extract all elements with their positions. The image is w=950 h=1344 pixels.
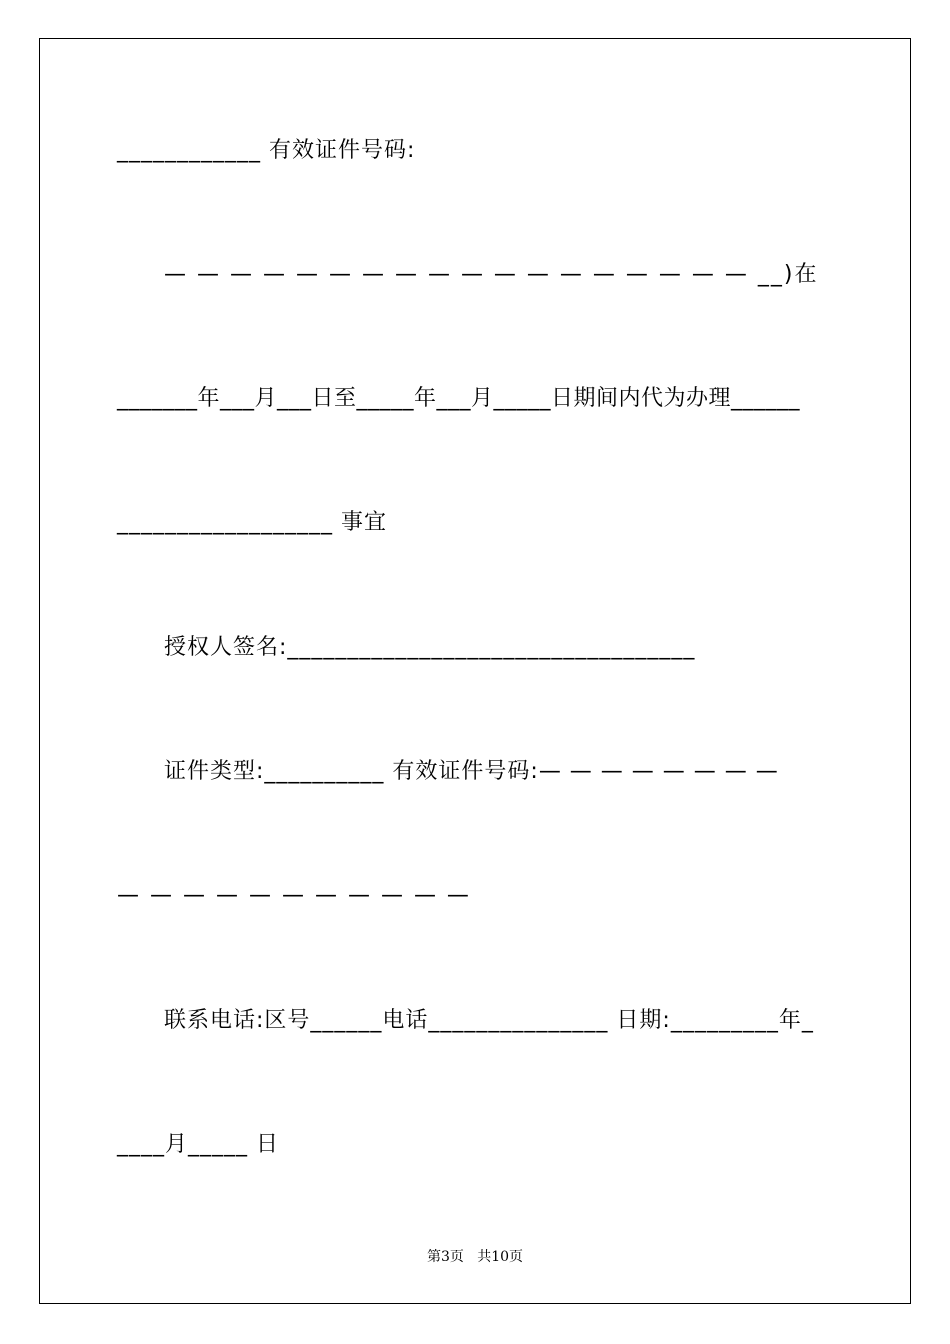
date-range-line: _______年___月___日至_____年___月_____日期间内代为办理______ (117, 386, 801, 411)
page-number-footer: 第3页 共10页 (426, 1249, 524, 1265)
contact-phone-line: 联系电话:区号______电话_______________ 日期:_________年_ (164, 1008, 814, 1033)
certificate-number-blanks-line: — — — — — — — — — — — (117, 883, 471, 908)
authorizer-signature-line: 授权人签名:__________________________________ (164, 635, 696, 660)
page-border (39, 38, 911, 1304)
id-number-blanks-line: — — — — — — — — — — — — — — — — — — __)在 (164, 262, 819, 287)
date-end-line: ____月_____ 日 (117, 1132, 279, 1157)
matter-line: __________________ 事宜 (117, 510, 387, 535)
id-number-line: ____________ 有效证件号码: (117, 138, 416, 163)
certificate-type-line: 证件类型:__________ 有效证件号码:— — — — — — — — (164, 759, 779, 784)
